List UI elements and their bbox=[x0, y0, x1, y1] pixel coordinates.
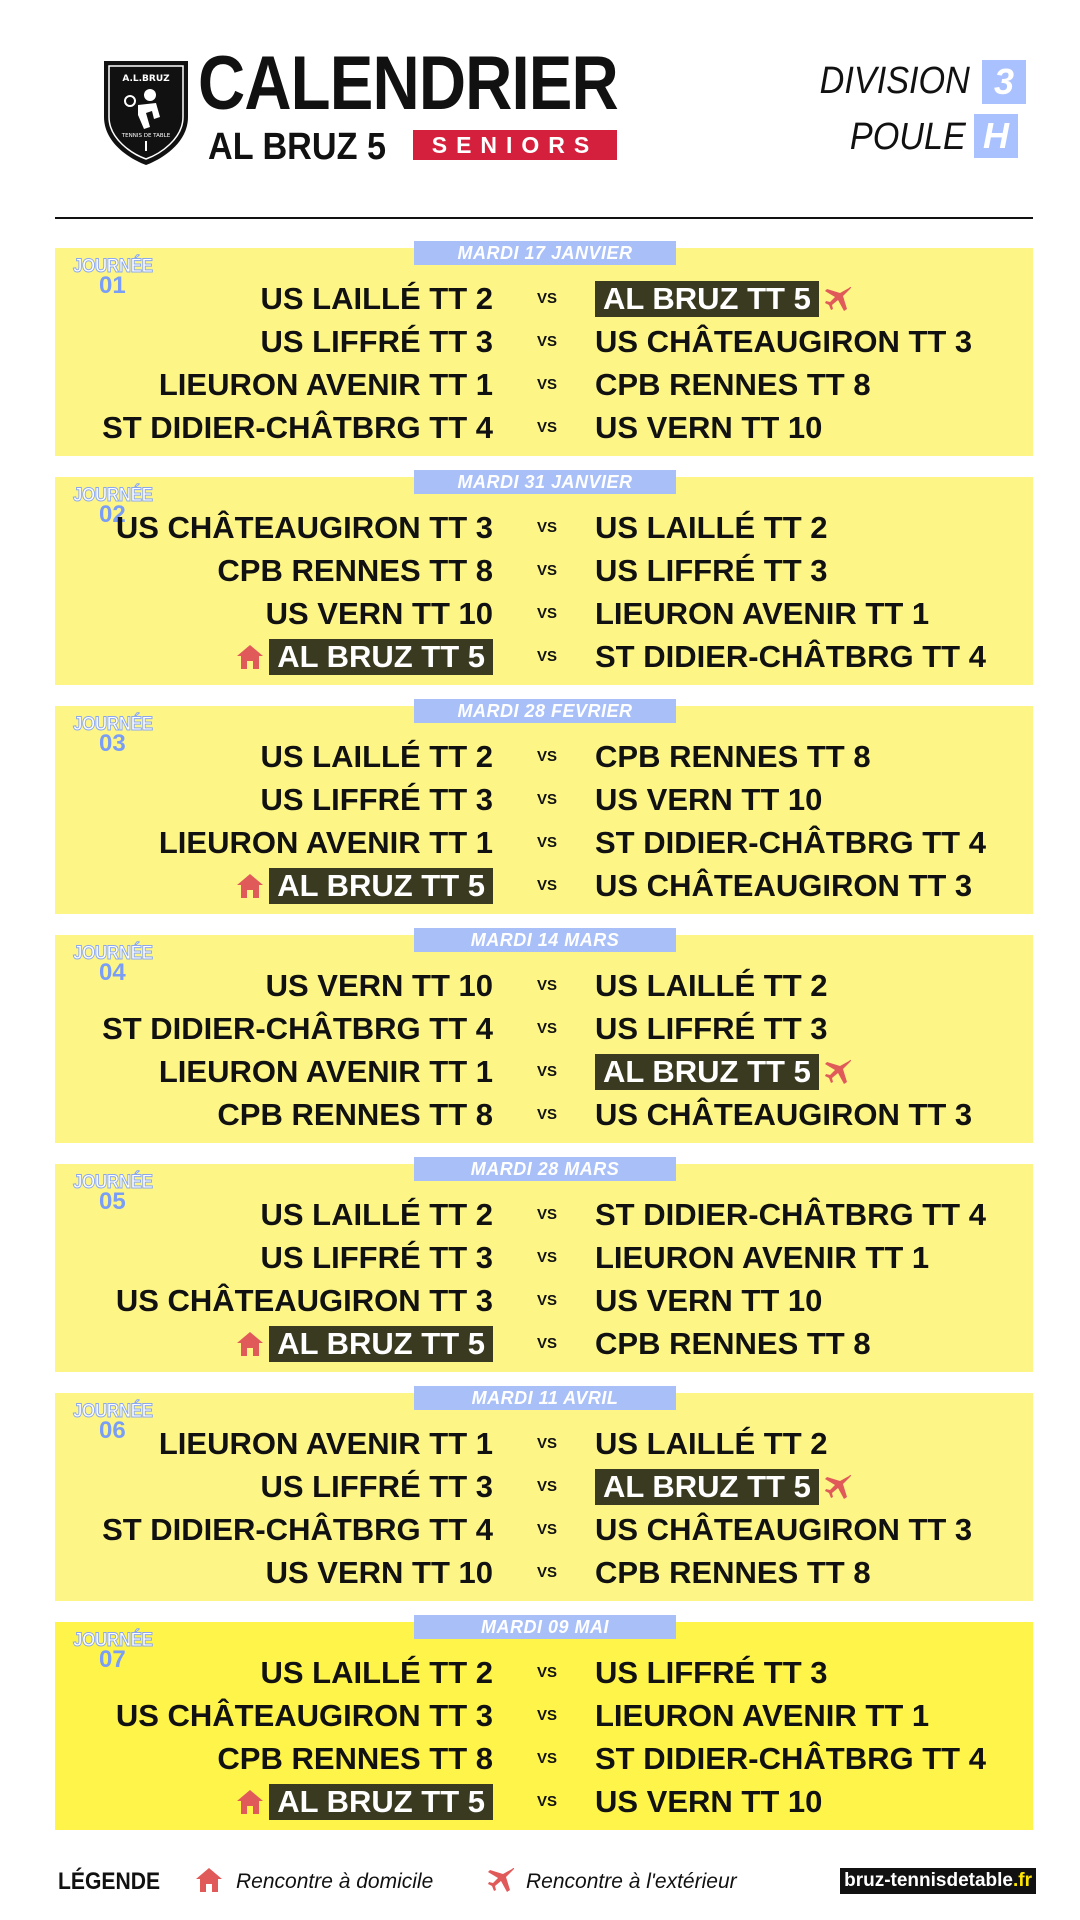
vs-label: VS bbox=[536, 1206, 557, 1223]
home-icon bbox=[235, 1788, 265, 1816]
away-team-name: US CHÂTEAUGIRON TT 3 bbox=[595, 1097, 973, 1132]
journee-label: JOURNÉE bbox=[73, 485, 153, 506]
vs-label: VS bbox=[536, 791, 557, 808]
poule-value: H bbox=[974, 114, 1018, 158]
away-team bbox=[595, 1695, 929, 1737]
away-team bbox=[595, 965, 828, 1007]
home-team bbox=[231, 865, 493, 907]
away-team-name: US CHÂTEAUGIRON TT 3 bbox=[595, 1512, 973, 1547]
poule-label: POULE bbox=[850, 116, 966, 158]
away-team bbox=[595, 1323, 871, 1365]
match-row bbox=[55, 1781, 1033, 1823]
away-team-name: CPB RENNES TT 8 bbox=[595, 367, 871, 402]
away-team bbox=[595, 865, 972, 907]
vs-label: VS bbox=[536, 1664, 557, 1681]
journee-label: JOURNÉE bbox=[73, 256, 153, 277]
match-row bbox=[55, 1237, 1033, 1279]
away-team bbox=[595, 1194, 986, 1236]
vs-label: VS bbox=[536, 1564, 557, 1581]
journee-number: 01 bbox=[99, 272, 126, 299]
division-value: 3 bbox=[982, 60, 1026, 104]
away-team-name: US VERN TT 10 bbox=[595, 1784, 823, 1819]
journee-card bbox=[55, 472, 1033, 685]
journee-label: JOURNÉE bbox=[73, 943, 153, 964]
away-team bbox=[595, 278, 857, 320]
home-team bbox=[231, 1323, 493, 1365]
journee-label: JOURNÉE bbox=[73, 1172, 153, 1193]
away-team bbox=[595, 1051, 857, 1093]
vs-label: VS bbox=[536, 1435, 557, 1452]
away-team bbox=[595, 507, 828, 549]
away-team-name: US VERN TT 10 bbox=[595, 410, 823, 445]
vs-label: VS bbox=[536, 1106, 557, 1123]
away-team bbox=[595, 1738, 986, 1780]
journee-number: 02 bbox=[99, 501, 126, 528]
away-team bbox=[595, 822, 986, 864]
away-team-name: US LAILLÉ TT 2 bbox=[595, 1426, 828, 1461]
away-team-name: ST DIDIER-CHÂTBRG TT 4 bbox=[595, 639, 986, 674]
home-match-marker bbox=[231, 639, 269, 675]
team-subtitle: AL BRUZ 5 bbox=[208, 126, 386, 168]
away-team bbox=[595, 321, 972, 363]
home-team bbox=[261, 1466, 494, 1508]
home-team-name: LIEURON AVENIR TT 1 bbox=[158, 367, 493, 402]
home-team-name: US CHÂTEAUGIRON TT 3 bbox=[115, 1283, 493, 1318]
match-row bbox=[55, 1008, 1033, 1050]
match-row bbox=[55, 278, 1033, 320]
vs-label: VS bbox=[536, 1292, 557, 1309]
home-match-marker bbox=[231, 1784, 269, 1820]
away-team bbox=[595, 779, 822, 821]
airplane-icon bbox=[823, 285, 853, 313]
home-team-name: CPB RENNES TT 8 bbox=[217, 1741, 493, 1776]
home-team-name: US LIFFRÉ TT 3 bbox=[260, 324, 493, 359]
away-team bbox=[595, 1237, 929, 1279]
home-match-marker bbox=[231, 868, 269, 904]
journee-card bbox=[55, 930, 1033, 1143]
legend-away-text: Rencontre à l'extérieur bbox=[526, 1870, 737, 1893]
journee-date: MARDI 28 MARS bbox=[414, 1157, 676, 1181]
journee-number: 05 bbox=[99, 1188, 126, 1215]
away-team-name: LIEURON AVENIR TT 1 bbox=[595, 1240, 930, 1275]
match-row bbox=[55, 636, 1033, 678]
away-team bbox=[595, 1781, 822, 1823]
home-match-marker bbox=[231, 1326, 269, 1362]
vs-label: VS bbox=[536, 1335, 557, 1352]
journee-number: 06 bbox=[99, 1417, 126, 1444]
logo-text-top: A.L.BRUZ bbox=[122, 74, 170, 84]
vs-label: VS bbox=[536, 748, 557, 765]
away-team-name: US LAILLÉ TT 2 bbox=[595, 968, 828, 1003]
vs-label: VS bbox=[536, 1750, 557, 1767]
journee-card bbox=[55, 1388, 1033, 1601]
away-team bbox=[595, 1423, 828, 1465]
away-match-marker bbox=[819, 1469, 857, 1505]
journee-date: MARDI 31 JANVIER bbox=[414, 470, 676, 494]
home-team-name: AL BRUZ TT 5 bbox=[269, 868, 493, 904]
match-row bbox=[55, 1695, 1033, 1737]
away-team-name: CPB RENNES TT 8 bbox=[595, 1326, 871, 1361]
home-icon bbox=[235, 1330, 265, 1358]
journee-date: MARDI 09 MAI bbox=[414, 1615, 676, 1639]
journee-label: JOURNÉE bbox=[73, 714, 153, 735]
home-team bbox=[159, 364, 493, 406]
home-icon bbox=[194, 1866, 224, 1894]
journee-date: MARDI 17 JANVIER bbox=[414, 241, 676, 265]
away-team bbox=[595, 636, 986, 678]
home-team-name: US LAILLÉ TT 2 bbox=[260, 1655, 493, 1690]
away-team-name: US VERN TT 10 bbox=[595, 782, 823, 817]
home-team-name: US CHÂTEAUGIRON TT 3 bbox=[115, 1698, 493, 1733]
journee-card bbox=[55, 1617, 1033, 1830]
home-team-name: LIEURON AVENIR TT 1 bbox=[158, 1426, 493, 1461]
home-team-name: ST DIDIER-CHÂTBRG TT 4 bbox=[102, 1011, 493, 1046]
away-team-name: US CHÂTEAUGIRON TT 3 bbox=[595, 324, 973, 359]
home-team bbox=[261, 736, 494, 778]
away-team bbox=[595, 593, 929, 635]
home-team bbox=[266, 965, 493, 1007]
site-tld: .fr bbox=[1013, 1870, 1032, 1891]
airplane-icon bbox=[486, 1866, 516, 1894]
match-row bbox=[55, 1552, 1033, 1594]
away-team-name: LIEURON AVENIR TT 1 bbox=[595, 596, 930, 631]
home-team bbox=[261, 321, 494, 363]
vs-label: VS bbox=[536, 977, 557, 994]
match-row bbox=[55, 1094, 1033, 1136]
match-row bbox=[55, 1738, 1033, 1780]
away-team bbox=[595, 1094, 972, 1136]
match-row bbox=[55, 507, 1033, 549]
vs-label: VS bbox=[536, 376, 557, 393]
match-row bbox=[55, 865, 1033, 907]
away-team bbox=[595, 1466, 857, 1508]
journee-card bbox=[55, 243, 1033, 456]
home-team bbox=[159, 1423, 493, 1465]
match-row bbox=[55, 965, 1033, 1007]
home-team bbox=[116, 1280, 493, 1322]
match-row bbox=[55, 593, 1033, 635]
home-team bbox=[102, 1008, 493, 1050]
home-team bbox=[261, 779, 494, 821]
home-team-name: US LAILLÉ TT 2 bbox=[260, 281, 493, 316]
match-row bbox=[55, 779, 1033, 821]
journee-date: MARDI 28 FEVRIER bbox=[414, 699, 676, 723]
away-team-name: AL BRUZ TT 5 bbox=[595, 281, 819, 317]
home-team-name: AL BRUZ TT 5 bbox=[269, 1326, 493, 1362]
page-title: CALENDRIER bbox=[198, 41, 618, 126]
home-team-name: US CHÂTEAUGIRON TT 3 bbox=[115, 510, 493, 545]
home-team bbox=[217, 1738, 493, 1780]
match-row bbox=[55, 364, 1033, 406]
match-row bbox=[55, 1051, 1033, 1093]
journee-date: MARDI 11 AVRIL bbox=[414, 1386, 676, 1410]
legend-home-text: Rencontre à domicile bbox=[236, 1870, 434, 1893]
home-team-name: LIEURON AVENIR TT 1 bbox=[158, 825, 493, 860]
away-team bbox=[595, 736, 871, 778]
away-team bbox=[595, 364, 871, 406]
journee-date: MARDI 14 MARS bbox=[414, 928, 676, 952]
vs-label: VS bbox=[536, 1063, 557, 1080]
vs-label: VS bbox=[536, 333, 557, 350]
away-match-marker bbox=[819, 1054, 857, 1090]
vs-label: VS bbox=[536, 1478, 557, 1495]
match-row bbox=[55, 1280, 1033, 1322]
vs-label: VS bbox=[536, 419, 557, 436]
match-row bbox=[55, 407, 1033, 449]
vs-label: VS bbox=[536, 834, 557, 851]
away-team-name: US LIFFRÉ TT 3 bbox=[595, 1655, 828, 1690]
home-team-name: ST DIDIER-CHÂTBRG TT 4 bbox=[102, 410, 493, 445]
journee-number: 03 bbox=[99, 730, 126, 757]
away-team bbox=[595, 550, 828, 592]
website-link[interactable] bbox=[840, 1868, 1036, 1894]
home-team-name: US VERN TT 10 bbox=[265, 596, 493, 631]
home-team-name: US LAILLÉ TT 2 bbox=[260, 739, 493, 774]
away-team-name: ST DIDIER-CHÂTBRG TT 4 bbox=[595, 825, 986, 860]
vs-label: VS bbox=[536, 290, 557, 307]
journee-label: JOURNÉE bbox=[73, 1630, 153, 1651]
away-team bbox=[595, 1552, 871, 1594]
match-row bbox=[55, 550, 1033, 592]
home-team bbox=[261, 1194, 494, 1236]
home-team bbox=[261, 278, 494, 320]
away-team-name: CPB RENNES TT 8 bbox=[595, 1555, 871, 1590]
header bbox=[0, 0, 1080, 220]
away-team-name: US VERN TT 10 bbox=[595, 1283, 823, 1318]
away-team-name: ST DIDIER-CHÂTBRG TT 4 bbox=[595, 1197, 986, 1232]
home-team bbox=[266, 1552, 493, 1594]
away-team-name: US CHÂTEAUGIRON TT 3 bbox=[595, 868, 973, 903]
home-team bbox=[102, 407, 493, 449]
match-row bbox=[55, 1323, 1033, 1365]
vs-label: VS bbox=[536, 1521, 557, 1538]
home-team-name: AL BRUZ TT 5 bbox=[269, 639, 493, 675]
match-row bbox=[55, 1194, 1033, 1236]
away-team-name: US LIFFRÉ TT 3 bbox=[595, 1011, 828, 1046]
airplane-icon bbox=[823, 1473, 853, 1501]
away-team bbox=[595, 407, 822, 449]
home-team bbox=[231, 1781, 493, 1823]
logo-text-bottom: TENNIS DE TABLE bbox=[121, 133, 171, 139]
legend bbox=[0, 1860, 1080, 1900]
journee-number: 04 bbox=[99, 959, 126, 986]
vs-label: VS bbox=[536, 1020, 557, 1037]
away-team-name: AL BRUZ TT 5 bbox=[595, 1469, 819, 1505]
vs-label: VS bbox=[536, 605, 557, 622]
away-team bbox=[595, 1509, 972, 1551]
home-team-name: ST DIDIER-CHÂTBRG TT 4 bbox=[102, 1512, 493, 1547]
vs-label: VS bbox=[536, 1249, 557, 1266]
home-team bbox=[116, 1695, 493, 1737]
home-icon bbox=[235, 872, 265, 900]
vs-label: VS bbox=[536, 562, 557, 579]
away-team-name: AL BRUZ TT 5 bbox=[595, 1054, 819, 1090]
home-team bbox=[102, 1509, 493, 1551]
match-row bbox=[55, 1509, 1033, 1551]
home-team bbox=[261, 1237, 494, 1279]
vs-label: VS bbox=[536, 648, 557, 665]
home-team-name: CPB RENNES TT 8 bbox=[217, 1097, 493, 1132]
division-label: DIVISION bbox=[819, 60, 970, 102]
home-team-name: US VERN TT 10 bbox=[265, 968, 493, 1003]
home-icon bbox=[235, 643, 265, 671]
journee-label: JOURNÉE bbox=[73, 1401, 153, 1422]
journee-card bbox=[55, 1159, 1033, 1372]
home-team bbox=[217, 550, 493, 592]
home-team-name: US LIFFRÉ TT 3 bbox=[260, 1240, 493, 1275]
match-row bbox=[55, 1423, 1033, 1465]
away-team-name: ST DIDIER-CHÂTBRG TT 4 bbox=[595, 1741, 986, 1776]
home-team bbox=[217, 1094, 493, 1136]
vs-label: VS bbox=[536, 1793, 557, 1810]
legend-title: LÉGENDE bbox=[58, 1868, 161, 1895]
match-row bbox=[55, 1652, 1033, 1694]
away-team bbox=[595, 1280, 822, 1322]
match-row bbox=[55, 1466, 1033, 1508]
vs-label: VS bbox=[536, 519, 557, 536]
away-team-name: US LAILLÉ TT 2 bbox=[595, 510, 828, 545]
home-team-name: CPB RENNES TT 8 bbox=[217, 553, 493, 588]
home-team bbox=[116, 507, 493, 549]
home-team-name: AL BRUZ TT 5 bbox=[269, 1784, 493, 1820]
match-row bbox=[55, 736, 1033, 778]
match-row bbox=[55, 321, 1033, 363]
vs-label: VS bbox=[536, 1707, 557, 1724]
home-team bbox=[159, 822, 493, 864]
airplane-icon bbox=[823, 1058, 853, 1086]
home-team-name: US LAILLÉ TT 2 bbox=[260, 1197, 493, 1232]
site-name: bruz-tennisdetable bbox=[844, 1870, 1013, 1891]
away-team-name: US LIFFRÉ TT 3 bbox=[595, 553, 828, 588]
away-team-name: LIEURON AVENIR TT 1 bbox=[595, 1698, 930, 1733]
home-team-name: US VERN TT 10 bbox=[265, 1555, 493, 1590]
away-team-name: CPB RENNES TT 8 bbox=[595, 739, 871, 774]
header-divider bbox=[55, 217, 1033, 219]
match-row bbox=[55, 822, 1033, 864]
home-team bbox=[266, 593, 493, 635]
journee-number: 07 bbox=[99, 1646, 126, 1673]
home-team-name: US LIFFRÉ TT 3 bbox=[260, 782, 493, 817]
club-logo-icon bbox=[100, 55, 192, 167]
journee-card bbox=[55, 701, 1033, 914]
away-team bbox=[595, 1652, 828, 1694]
home-team bbox=[231, 636, 493, 678]
home-team bbox=[159, 1051, 493, 1093]
category-badge: SENIORS bbox=[413, 130, 617, 160]
away-team bbox=[595, 1008, 828, 1050]
home-team-name: US LIFFRÉ TT 3 bbox=[260, 1469, 493, 1504]
home-team-name: LIEURON AVENIR TT 1 bbox=[158, 1054, 493, 1089]
away-match-marker bbox=[819, 281, 857, 317]
vs-label: VS bbox=[536, 877, 557, 894]
home-team bbox=[261, 1652, 494, 1694]
